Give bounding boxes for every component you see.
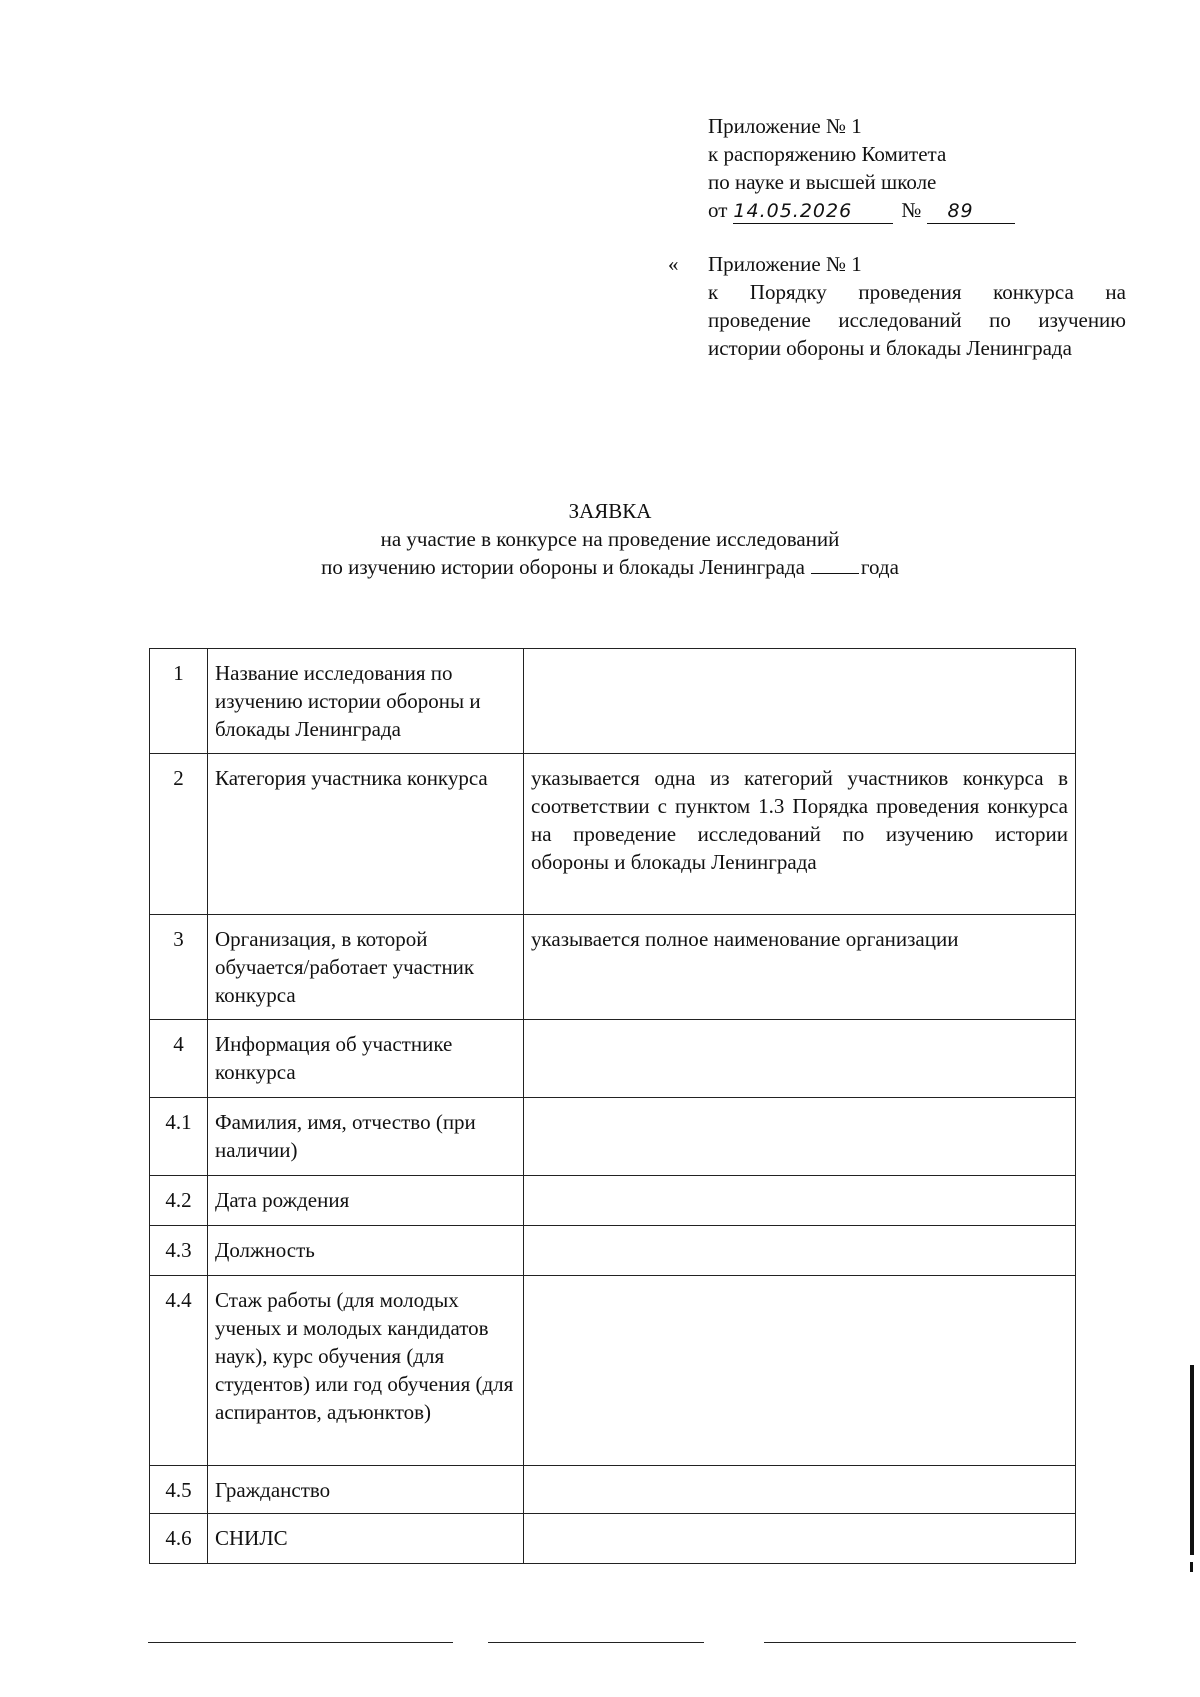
signature-line-signature [488,1642,704,1643]
row-label: Информация об участнике конкурса [208,1020,524,1098]
order-appendix-line-3: по науке и высшей школе [708,170,937,194]
row-value [524,1276,1076,1466]
opening-quote: « [668,252,679,276]
order-appendix-line-2: к распоряжению Комитета [708,142,947,166]
order-date-field: 14.05.2026 [733,199,893,224]
procedure-appendix-header [668,250,1126,362]
row-number: 3 [150,915,208,1020]
order-appendix-title: Приложение № 1 [708,114,862,138]
row-number: 4 [150,1020,208,1098]
row-label: Гражданство [208,1466,524,1514]
order-date-number-line [708,196,1028,224]
procedure-appendix-text: к Порядку проведения конкурса на проведение исследований по изучению истории обороны и блокады Ленинграда [708,280,1126,360]
table-row [150,1514,1076,1564]
year-blank-field [811,573,859,574]
row-number: 4.1 [150,1098,208,1176]
order-appendix-header [708,112,1028,224]
row-number: 4.5 [150,1466,208,1514]
row-number: 1 [150,649,208,754]
application-subtitle-2 [200,553,1020,581]
row-value [524,1176,1076,1226]
order-number-field: 89 [927,199,1015,224]
row-value [524,1514,1076,1564]
signature-lines [148,1642,1076,1644]
procedure-appendix-title: Приложение № 1 [708,252,862,276]
application-subtitle-2-text: по изучению истории обороны и блокады Ленинграда [321,555,805,579]
row-number: 4.3 [150,1226,208,1276]
row-number: 4.4 [150,1276,208,1466]
row-number: 2 [150,754,208,915]
scan-edge-mark [1190,1365,1194,1555]
row-value [524,1226,1076,1276]
table-row [150,754,1076,915]
row-label: Категория участника конкурса [208,754,524,915]
table-row [150,649,1076,754]
application-title-block [200,497,1020,581]
table-row [150,1176,1076,1226]
row-label: Название исследования по изучению истории обороны и блокады Ленинграда [208,649,524,754]
table-row [150,1226,1076,1276]
row-label: Стаж работы (для молодых ученых и молодых кандидатов наук), курс обучения (для студентов) или год обучения (для аспирантов, адъюнктов) [208,1276,524,1466]
table-row [150,1276,1076,1466]
order-number-prefix: № [901,198,922,222]
row-value [524,1098,1076,1176]
row-label: Фамилия, имя, отчество (при наличии) [208,1098,524,1176]
signature-line-position [148,1642,453,1643]
signature-line-name [764,1642,1076,1643]
row-value [524,649,1076,754]
row-label: Должность [208,1226,524,1276]
row-label: СНИЛС [208,1514,524,1564]
row-value: указывается одна из категорий участников конкурса в соответствии с пунктом 1.3 Порядка проведения конкурса на проведение исследований по изучению истории обороны и блокады Ленинграда [524,754,1076,915]
row-value [524,1020,1076,1098]
row-number: 4.2 [150,1176,208,1226]
application-subtitle-1: на участие в конкурсе на проведение исследований [380,527,840,551]
order-date-prefix: от [708,198,728,222]
application-year-suffix: года [860,555,899,579]
row-label: Организация, в которой обучается/работает участник конкурса [208,915,524,1020]
application-form-table [149,648,1076,1564]
row-value [524,1466,1076,1514]
table-row [150,1466,1076,1514]
scan-edge-mark [1190,1562,1193,1572]
table-row [150,1098,1076,1176]
table-row [150,1020,1076,1098]
application-title: ЗАЯВКА [568,499,652,523]
row-value: указывается полное наименование организации [524,915,1076,1020]
row-number: 4.6 [150,1514,208,1564]
table-row [150,915,1076,1020]
row-label: Дата рождения [208,1176,524,1226]
